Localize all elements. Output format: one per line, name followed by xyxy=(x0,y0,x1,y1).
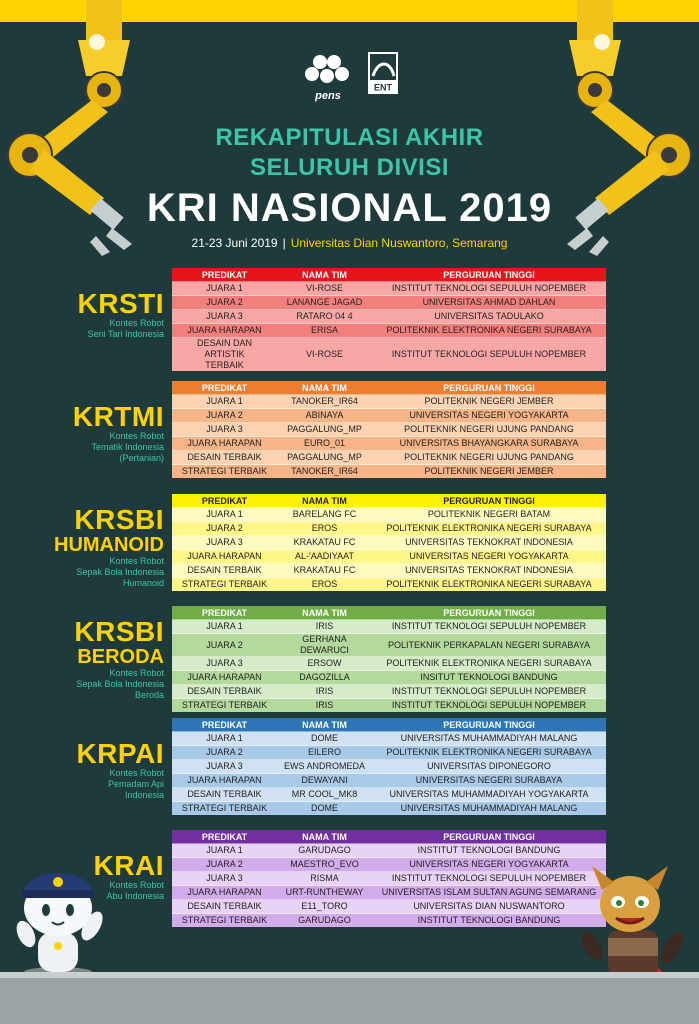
division-description: Kontes Robot xyxy=(109,556,164,566)
table-row xyxy=(172,732,606,746)
cell-perguruan: UNIVERSITAS MUHAMMADIYAH YOGYAKARTA xyxy=(372,788,606,802)
division-description: Tematik Indonesia xyxy=(91,442,164,452)
column-header-perguruan: PERGURUAN TINGGI xyxy=(443,495,535,506)
cell-nama-tim: IRIS xyxy=(277,699,372,713)
column-header-predikat: PREDIKAT xyxy=(201,831,248,842)
table-row xyxy=(172,699,606,713)
table-row xyxy=(172,671,606,685)
cell-perguruan: UNIVERSITAS BHAYANGKARA SURABAYA xyxy=(372,437,606,451)
division-name-secondary: BERODA xyxy=(77,646,164,668)
cell-perguruan: UNIVERSITAS TEKNOKRAT INDONESIA xyxy=(372,564,606,578)
table-row xyxy=(172,802,606,816)
cell-predikat: DESAIN TERBAIK xyxy=(172,564,277,578)
cell-nama-tim: PAGGALUNG_MP xyxy=(277,451,372,465)
division-label xyxy=(73,403,164,464)
cell-predikat: JUARA 2 xyxy=(172,522,277,536)
cell-nama-tim: E11_TORO xyxy=(277,900,372,914)
cell-nama-tim: ABINAYA xyxy=(277,409,372,423)
column-header-perguruan: PERGURUAN TINGGI xyxy=(443,831,535,842)
event-date: 21-23 Juni 2019 xyxy=(191,236,278,250)
cell-perguruan: UNIVERSITAS NEGERI SURABAYA xyxy=(372,774,606,788)
cell-perguruan: INSTITUT TEKNOLOGI BANDUNG xyxy=(372,914,606,928)
column-header-nama-tim: NAMA TIM xyxy=(302,269,347,280)
table-row xyxy=(172,338,606,372)
table-row xyxy=(172,508,606,522)
table-row xyxy=(172,634,606,657)
cell-nama-tim: GERHANA DEWARUCI xyxy=(277,634,372,657)
cell-nama-tim: LANANGE JAGAD xyxy=(277,296,372,310)
cell-predikat: DESAIN TERBAIK xyxy=(172,788,277,802)
table-row xyxy=(172,886,606,900)
cell-perguruan: POLITEKNIK ELEKTRONIKA NEGERI SURABAYA xyxy=(372,324,606,338)
table-row xyxy=(172,282,606,296)
cell-predikat: STRATEGI TERBAIK xyxy=(172,465,277,479)
table-row xyxy=(172,437,606,451)
cell-predikat: STRATEGI TERBAIK xyxy=(172,802,277,816)
cell-nama-tim: TANOKER_IR64 xyxy=(277,465,372,479)
cell-predikat: JUARA HARAPAN xyxy=(172,671,277,685)
table-header xyxy=(172,494,606,508)
cell-perguruan: UNIVERSITAS MUHAMMADIYAH MALANG xyxy=(372,802,606,816)
cell-perguruan: UNIVERSITAS NEGERI YOGYAKARTA xyxy=(372,858,606,872)
division-name: KRSBI xyxy=(74,504,164,535)
division-description: Abu Indonesia xyxy=(106,891,164,901)
cell-nama-tim: RISMA xyxy=(277,872,372,886)
cell-nama-tim: BARELANG FC xyxy=(277,508,372,522)
column-header-predikat: PREDIKAT xyxy=(201,495,248,506)
cell-perguruan: UNIVERSITAS ISLAM SULTAN AGUNG SEMARANG xyxy=(372,886,606,900)
cell-predikat: JUARA HARAPAN xyxy=(172,324,277,338)
results-table xyxy=(172,606,606,712)
table-row xyxy=(172,657,606,671)
ent-logo-icon xyxy=(368,52,400,102)
division-description: Seni Tari Indonesia xyxy=(87,329,164,339)
table-row xyxy=(172,746,606,760)
column-header-nama-tim: NAMA TIM xyxy=(302,831,347,842)
mascot-left-icon xyxy=(8,860,108,980)
division-label xyxy=(78,290,165,340)
division-description: Sepak Bola Indonesia xyxy=(76,679,164,689)
table-header xyxy=(172,718,606,732)
logo-group xyxy=(300,50,410,110)
division-label xyxy=(74,618,164,701)
cell-perguruan: UNIVERSITAS TADULAKO xyxy=(372,310,606,324)
cell-nama-tim: DOME xyxy=(277,802,372,816)
division-name: KRSBI xyxy=(74,616,164,647)
table-row xyxy=(172,685,606,699)
cell-predikat: JUARA 1 xyxy=(172,395,277,409)
cell-predikat: DESAIN TERBAIK xyxy=(172,451,277,465)
cell-perguruan: POLITEKNIK NEGERI UJUNG PANDANG xyxy=(372,423,606,437)
cell-predikat: JUARA 1 xyxy=(172,844,277,858)
table-row xyxy=(172,760,606,774)
table-row xyxy=(172,774,606,788)
cell-predikat: DESAIN TERBAIK xyxy=(172,685,277,699)
division-name: KRAI xyxy=(93,850,164,881)
cell-perguruan: INSTITUT TEKNOLOGI SEPULUH NOPEMBER xyxy=(372,620,606,634)
cell-nama-tim: KRAKATAU FC xyxy=(277,564,372,578)
cell-predikat: JUARA 2 xyxy=(172,858,277,872)
cell-nama-tim: VI-ROSE xyxy=(277,338,372,372)
cell-nama-tim: GARUDAGO xyxy=(277,844,372,858)
svg-text:pens: pens xyxy=(315,90,341,102)
results-table xyxy=(172,268,606,371)
table-row xyxy=(172,451,606,465)
table-row xyxy=(172,788,606,802)
cell-perguruan: POLITEKNIK NEGERI JEMBER xyxy=(372,465,606,479)
table-row xyxy=(172,296,606,310)
floor xyxy=(0,978,699,1024)
cell-nama-tim: EURO_01 xyxy=(277,437,372,451)
cell-perguruan: POLITEKNIK NEGERI JEMBER xyxy=(372,395,606,409)
column-header-nama-tim: NAMA TIM xyxy=(302,719,347,730)
cell-nama-tim: AL-'AADIYAAT xyxy=(277,550,372,564)
cell-predikat: JUARA 1 xyxy=(172,620,277,634)
table-row xyxy=(172,324,606,338)
table-header xyxy=(172,381,606,395)
event-info xyxy=(0,236,699,250)
cell-predikat: JUARA 3 xyxy=(172,760,277,774)
table-row xyxy=(172,914,606,928)
cell-predikat: JUARA 1 xyxy=(172,282,277,296)
cell-nama-tim: DEWAYANI xyxy=(277,774,372,788)
cell-nama-tim: RATARO 04 4 xyxy=(277,310,372,324)
results-table xyxy=(172,718,606,815)
table-row xyxy=(172,409,606,423)
column-header-nama-tim: NAMA TIM xyxy=(302,382,347,393)
column-header-perguruan: PERGURUAN TINGGI xyxy=(443,382,535,393)
cell-perguruan: UNIVERSITAS DIAN NUSWANTORO xyxy=(372,900,606,914)
cell-nama-tim: IRIS xyxy=(277,620,372,634)
cell-nama-tim: MR COOL_MK8 xyxy=(277,788,372,802)
cell-nama-tim: TANOKER_IR64 xyxy=(277,395,372,409)
cell-nama-tim: KRAKATAU FC xyxy=(277,536,372,550)
division-description: Humanoid xyxy=(122,578,164,588)
cell-predikat: STRATEGI TERBAIK xyxy=(172,578,277,592)
cell-predikat: JUARA 1 xyxy=(172,732,277,746)
cell-perguruan: INSTITUT TEKNOLOGI SEPULUH NOPEMBER xyxy=(372,338,606,372)
table-row xyxy=(172,550,606,564)
division-name: KRPAI xyxy=(76,738,164,769)
table-row xyxy=(172,423,606,437)
cell-perguruan: INSTITUT TEKNOLOGI SEPULUH NOPEMBER xyxy=(372,872,606,886)
page-title: KRI NASIONAL 2019 xyxy=(146,186,553,230)
division-name-secondary: HUMANOID xyxy=(54,534,164,556)
table-row xyxy=(172,844,606,858)
cell-nama-tim: VI-ROSE xyxy=(277,282,372,296)
cell-perguruan: INSTITUT TEKNOLOGI SEPULUH NOPEMBER xyxy=(372,699,606,713)
table-row xyxy=(172,395,606,409)
column-header-perguruan: PERGURUAN TINGGI xyxy=(443,719,535,730)
cell-nama-tim: ERISA xyxy=(277,324,372,338)
pens-logo-icon xyxy=(300,50,356,106)
event-separator: | xyxy=(282,236,286,250)
cell-perguruan: POLITEKNIK PERKAPALAN NEGERI SURABAYA xyxy=(372,634,606,657)
results-table xyxy=(172,494,606,591)
cell-predikat: JUARA HARAPAN xyxy=(172,550,277,564)
table-row xyxy=(172,310,606,324)
table-row xyxy=(172,578,606,592)
cell-predikat: JUARA 3 xyxy=(172,536,277,550)
results-table xyxy=(172,830,606,927)
cell-perguruan: POLITEKNIK ELEKTRONIKA NEGERI SURABAYA xyxy=(372,746,606,760)
cell-predikat: JUARA 3 xyxy=(172,423,277,437)
division-description: Beroda xyxy=(134,690,164,700)
column-header-predikat: PREDIKAT xyxy=(201,607,248,618)
division-name: KRTMI xyxy=(72,401,164,432)
division-name: KRSTI xyxy=(77,288,164,319)
division-description: (Pertanian) xyxy=(119,453,164,463)
cell-perguruan: INSITUT TEKNOLOGI BANDUNG xyxy=(372,671,606,685)
cell-perguruan: POLITEKNIK NEGERI UJUNG PANDANG xyxy=(372,451,606,465)
column-header-predikat: PREDIKAT xyxy=(201,719,248,730)
cell-nama-tim: DAGOZILLA xyxy=(277,671,372,685)
cell-nama-tim: DOME xyxy=(277,732,372,746)
division-description: Kontes Robot xyxy=(109,768,164,778)
results-table xyxy=(172,381,606,478)
cell-predikat: DESAIN DAN ARTISTIK TERBAIK xyxy=(172,338,277,372)
column-header-perguruan: PERGURUAN TINGGI xyxy=(443,269,535,280)
cell-perguruan: INSTITUT TEKNOLOGI BANDUNG xyxy=(372,844,606,858)
table-row xyxy=(172,465,606,479)
column-header-perguruan: PERGURUAN TINGGI xyxy=(443,607,535,618)
cell-nama-tim: IRIS xyxy=(277,685,372,699)
division-description: Kontes Robot xyxy=(109,668,164,678)
cell-predikat: JUARA HARAPAN xyxy=(172,774,277,788)
cell-nama-tim: GARUDAGO xyxy=(277,914,372,928)
table-header xyxy=(172,830,606,844)
cell-predikat: JUARA 3 xyxy=(172,310,277,324)
event-venue: Universitas Dian Nuswantoro, Semarang xyxy=(290,236,508,250)
division-description: Kontes Robot xyxy=(109,880,164,890)
title-line2: SELURUH DIVISI xyxy=(249,154,450,181)
division-label xyxy=(76,740,164,801)
table-row xyxy=(172,522,606,536)
column-header-predikat: PREDIKAT xyxy=(201,269,248,280)
cell-perguruan: UNIVERSITAS NEGERI YOGYAKARTA xyxy=(372,409,606,423)
column-header-nama-tim: NAMA TIM xyxy=(302,495,347,506)
cell-nama-tim: PAGGALUNG_MP xyxy=(277,423,372,437)
cell-nama-tim: EWS ANDROMEDA xyxy=(277,760,372,774)
cell-perguruan: POLITEKNIK ELEKTRONIKA NEGERI SURABAYA xyxy=(372,522,606,536)
table-header xyxy=(172,606,606,620)
table-row xyxy=(172,536,606,550)
table-row xyxy=(172,620,606,634)
cell-predikat: JUARA 3 xyxy=(172,657,277,671)
cell-nama-tim: URT-RUNTHEWAY xyxy=(277,886,372,900)
title-line1: REKAPITULASI AKHIR xyxy=(215,124,484,151)
division-description: Kontes Robot xyxy=(109,431,164,441)
cell-predikat: JUARA HARAPAN xyxy=(172,886,277,900)
cell-perguruan: UNIVERSITAS DIPONEGORO xyxy=(372,760,606,774)
cell-predikat: JUARA 1 xyxy=(172,508,277,522)
column-header-nama-tim: NAMA TIM xyxy=(302,607,347,618)
table-row xyxy=(172,900,606,914)
cell-perguruan: UNIVERSITAS MUHAMMADIYAH MALANG xyxy=(372,732,606,746)
cell-predikat: JUARA 3 xyxy=(172,872,277,886)
cell-perguruan: POLITEKNIK ELEKTRONIKA NEGERI SURABAYA xyxy=(372,657,606,671)
cell-nama-tim: EROS xyxy=(277,578,372,592)
cell-perguruan: POLITEKNIK ELEKTRONIKA NEGERI SURABAYA xyxy=(372,578,606,592)
cell-perguruan: UNIVERSITAS TEKNOKRAT INDONESIA xyxy=(372,536,606,550)
cell-predikat: JUARA 2 xyxy=(172,296,277,310)
cell-predikat: JUARA 2 xyxy=(172,409,277,423)
table-row xyxy=(172,872,606,886)
cell-perguruan: INSTITUT TEKNOLOGI SEPULUH NOPEMBER xyxy=(372,282,606,296)
table-row xyxy=(172,564,606,578)
svg-text:ENT: ENT xyxy=(374,82,392,93)
cell-predikat: DESAIN TERBAIK xyxy=(172,900,277,914)
cell-predikat: STRATEGI TERBAIK xyxy=(172,699,277,713)
cell-predikat: JUARA HARAPAN xyxy=(172,437,277,451)
cell-perguruan: UNIVERSITAS NEGERI YOGYAKARTA xyxy=(372,550,606,564)
cell-nama-tim: MAESTRO_EVO xyxy=(277,858,372,872)
division-description: Sepak Bola Indonesia xyxy=(76,567,164,577)
table-row xyxy=(172,858,606,872)
column-header-predikat: PREDIKAT xyxy=(201,382,248,393)
cell-perguruan: UNIVERSITAS AHMAD DAHLAN xyxy=(372,296,606,310)
cell-nama-tim: ERSOW xyxy=(277,657,372,671)
cell-predikat: STRATEGI TERBAIK xyxy=(172,914,277,928)
division-description: Pemadam Api xyxy=(107,779,164,789)
cell-nama-tim: EROS xyxy=(277,522,372,536)
division-description: Indonesia xyxy=(124,790,164,800)
division-label xyxy=(54,506,164,589)
cell-nama-tim: EILERO xyxy=(277,746,372,760)
cell-predikat: JUARA 2 xyxy=(172,746,277,760)
table-header xyxy=(172,268,606,282)
division-description: Kontes Robot xyxy=(109,318,164,328)
cell-perguruan: POLITEKNIK NEGERI BATAM xyxy=(372,508,606,522)
cell-predikat: JUARA 2 xyxy=(172,634,277,657)
cell-perguruan: INSTITUT TEKNOLOGI SEPULUH NOPEMBER xyxy=(372,685,606,699)
